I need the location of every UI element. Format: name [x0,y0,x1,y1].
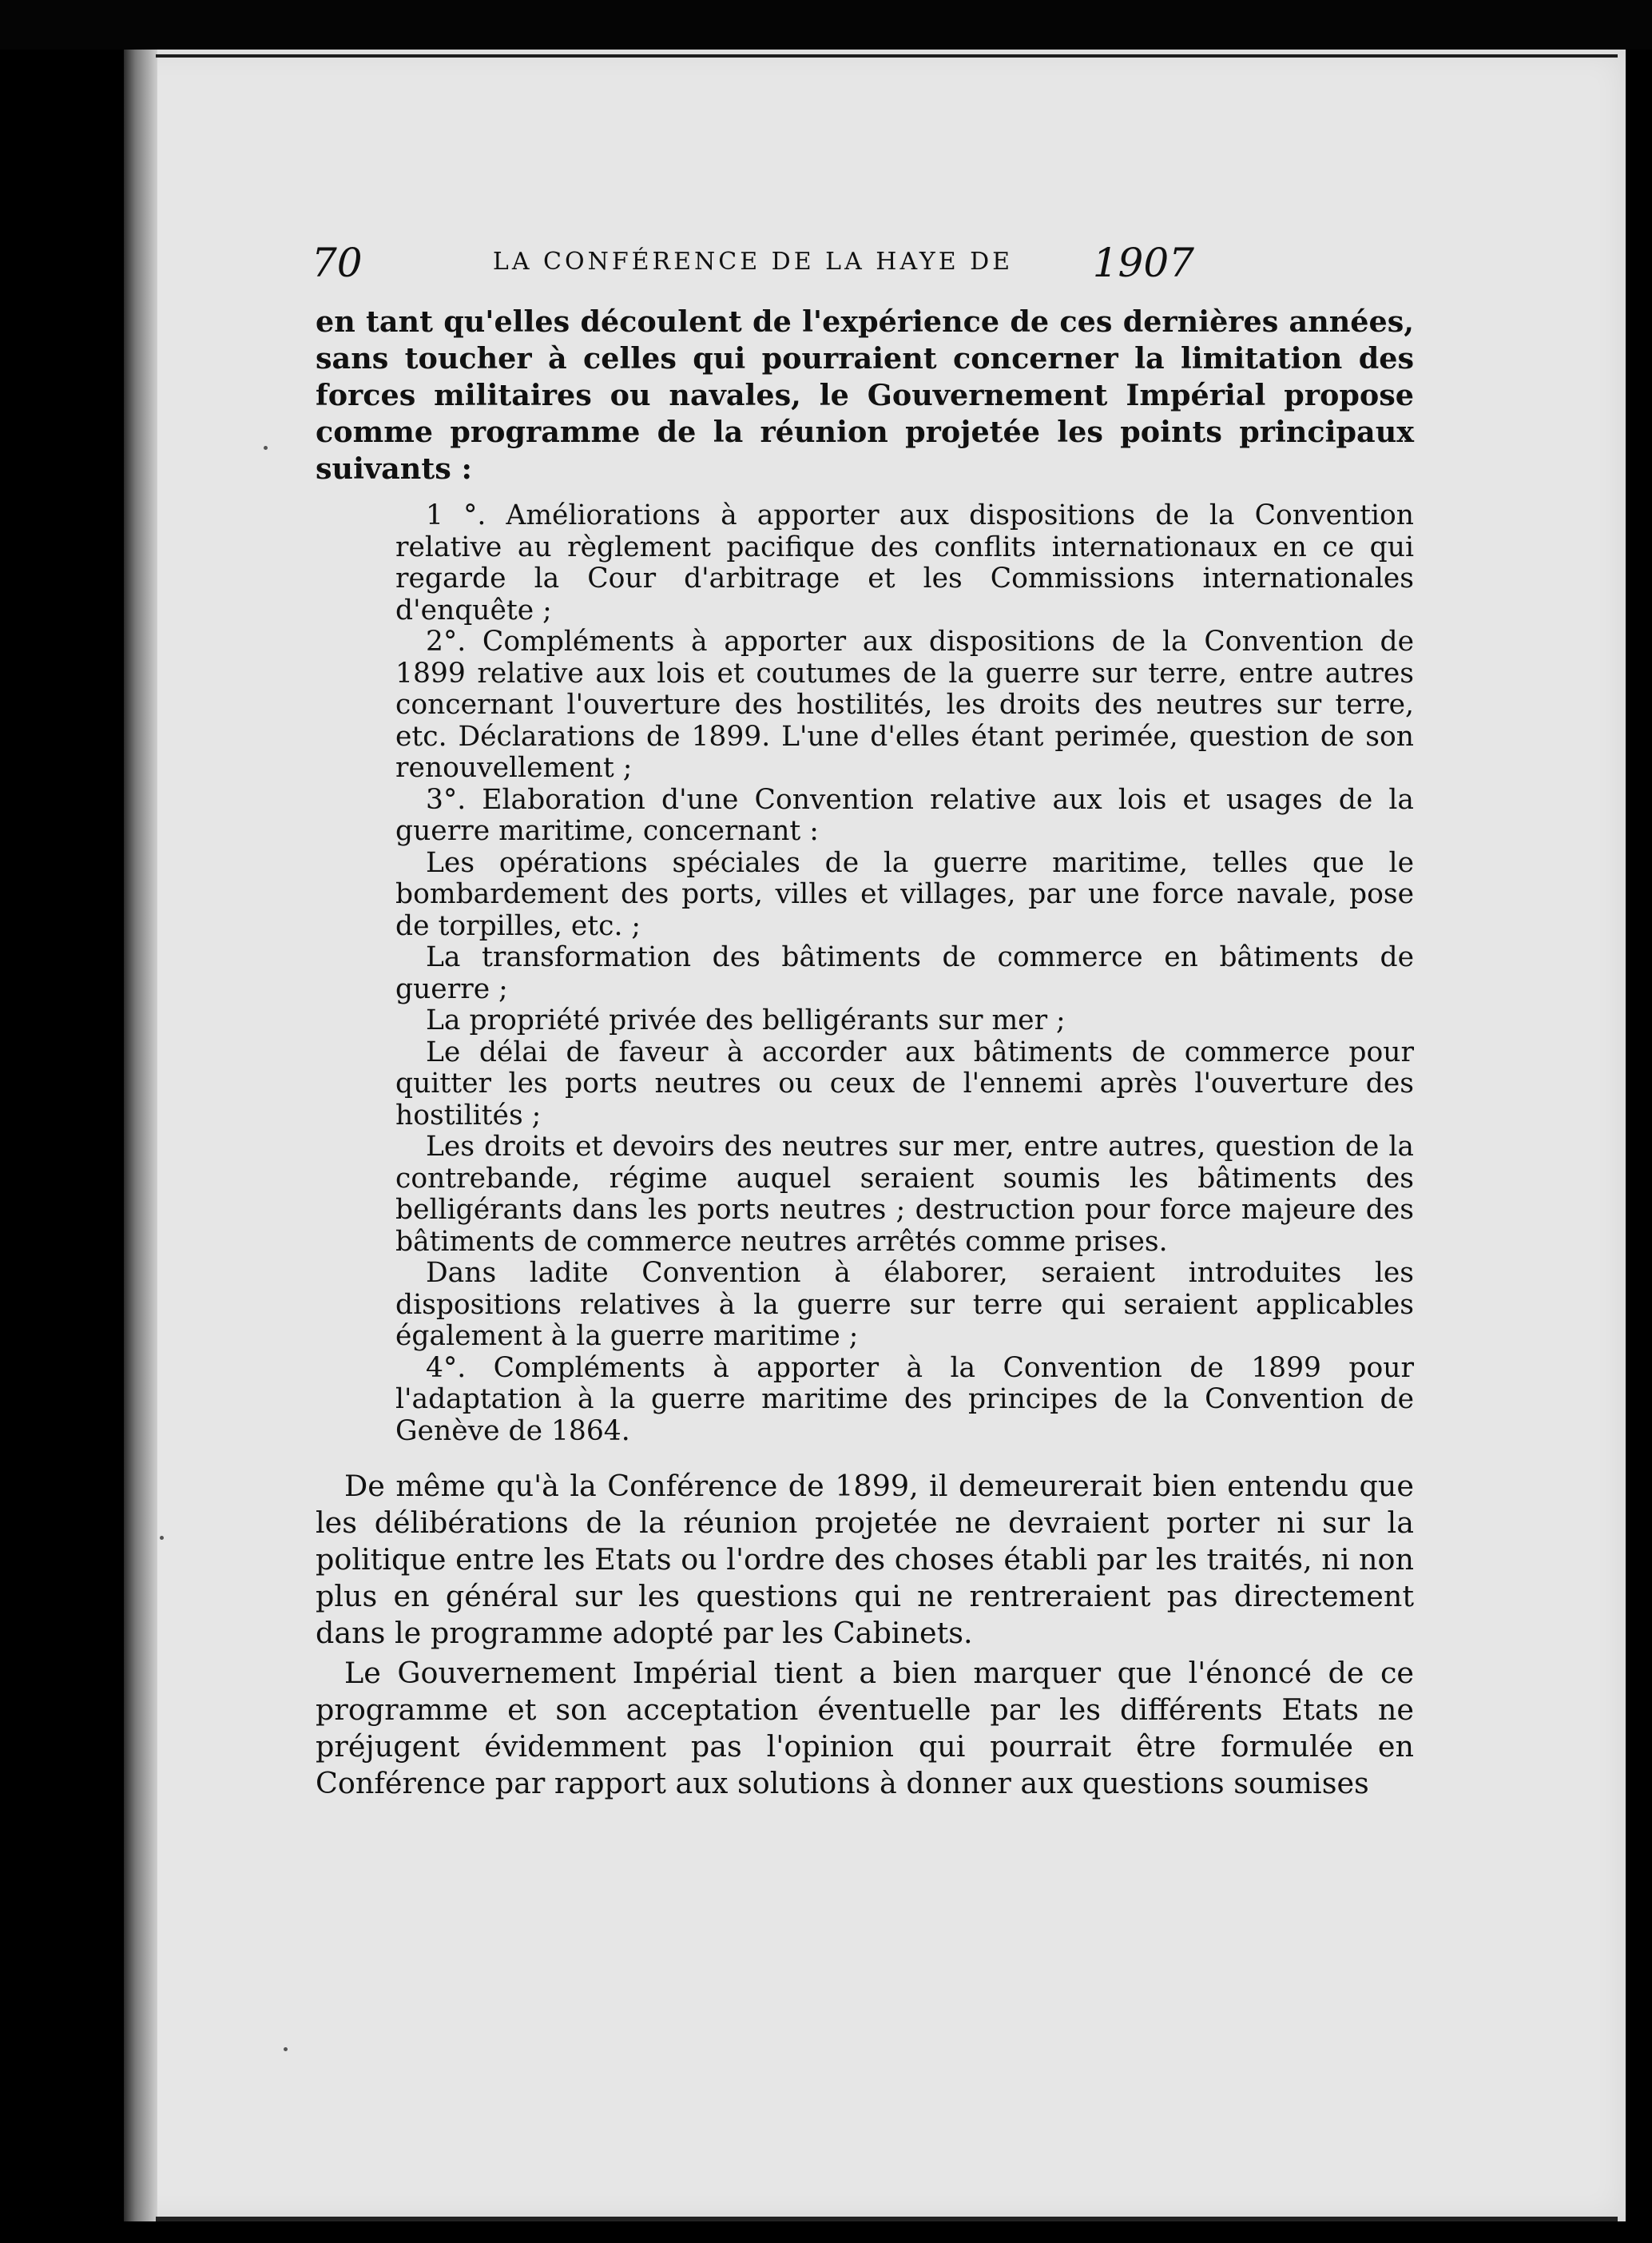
running-header [312,240,1194,304]
intro-paragraph: en tant qu'elles découlent de l'expérience de ces dernières années, sans toucher à celles qui pourraient concerner la limitation des forces militaires ou navales, le Gouvernement Impérial propose comme programme de la réunion projetée les points principaux suivants : [316,304,1414,486]
list-subitem: La propriété privée des belligérants sur mer ; [426,1004,1066,1036]
page-bottom-edge [156,2217,1618,2221]
list-subitem: Les droits et devoirs des neutres sur mer, entre autres, question de la contrebande, régime auquel seraient soumis les bâtiments des belligérants dans les ports neutres ; destruction pour force majeure des bâtiments de commerce neutres arrêtés comme prises. [395,1131,1414,1258]
list-item-3: 3°. Elaboration d'une Convention relative aux lois et usages de la guerre maritime, concernant : [395,783,1414,847]
list-subitem: La transformation des bâtiments de commerce en bâtiments de guerre ; [395,941,1414,1005]
running-title: LA CONFÉRENCE DE LA HAYE DE [492,248,1014,276]
scan-border-top [0,0,1652,50]
list-item-4: 4°. Compléments à apporter à la Convention de 1899 pour l'adaptation à la guerre maritime des principes de la Convention de Genève de 1864. [395,1351,1414,1447]
body-text [316,304,1414,1802]
page-binding-edge [124,50,157,2221]
scan-speck [264,446,268,450]
page-top-edge [156,54,1618,58]
list-subitem: Dans ladite Convention à élaborer, seraient introduites les dispositions relatives à la guerre sur terre qui seraient applicables également à la guerre maritime ; [395,1257,1414,1352]
list-item-2: 2°. Compléments à apporter aux dispositions de la Convention de 1899 relative aux lois et coutumes de la guerre sur terre, entre autres concernant l'ouverture des hostilités, les droits des neutres sur terre, etc. Déclarations de 1899. L'une d'elles étant perimée, question de son renouvellement ; [395,626,1414,784]
scan-speck [284,2047,288,2051]
page-number: 70 [312,240,363,286]
program-list [316,500,1414,1447]
list-item-1: 1 °. Améliorations à apporter aux dispositions de la Convention relative au règlement pacifique des conflits internationaux en ce qui regarde la Cour d'arbitrage et les Commissions internationales d'enquête ; [395,499,1414,626]
paragraph-3: Le Gouvernement Impérial tient a bien marquer que l'énoncé de ce programme et son acceptation éventuelle par les différents Etats ne préjugent évidemment pas l'opinion qui pourrait être formulée en Conférence par rapport aux solutions à donner aux questions soumises [316,1656,1414,1800]
paragraph-gap [316,1447,1414,1468]
list-subitem: Les opérations spéciales de la guerre maritime, telles que le bombardement des ports, villes et villages, par une force navale, pose de torpilles, etc. ; [395,846,1414,942]
running-year: 1907 [1092,240,1194,286]
scan-speck [160,1536,164,1540]
list-subitem: Le délai de faveur à accorder aux bâtiments de commerce pour quitter les ports neutres ou ceux de l'ennemi après l'ouverture des hostilités ; [395,1036,1414,1131]
paragraph-2: De même qu'à la Conférence de 1899, il demeurerait bien entendu que les délibérations de la réunion projetée ne devraient porter ni sur la politique entre les Etats ou l'ordre des choses établi par les traités, ni non plus en général sur les questions qui ne rentreraient pas directement dans le programme adopté par les Cabinets. [316,1469,1414,1650]
